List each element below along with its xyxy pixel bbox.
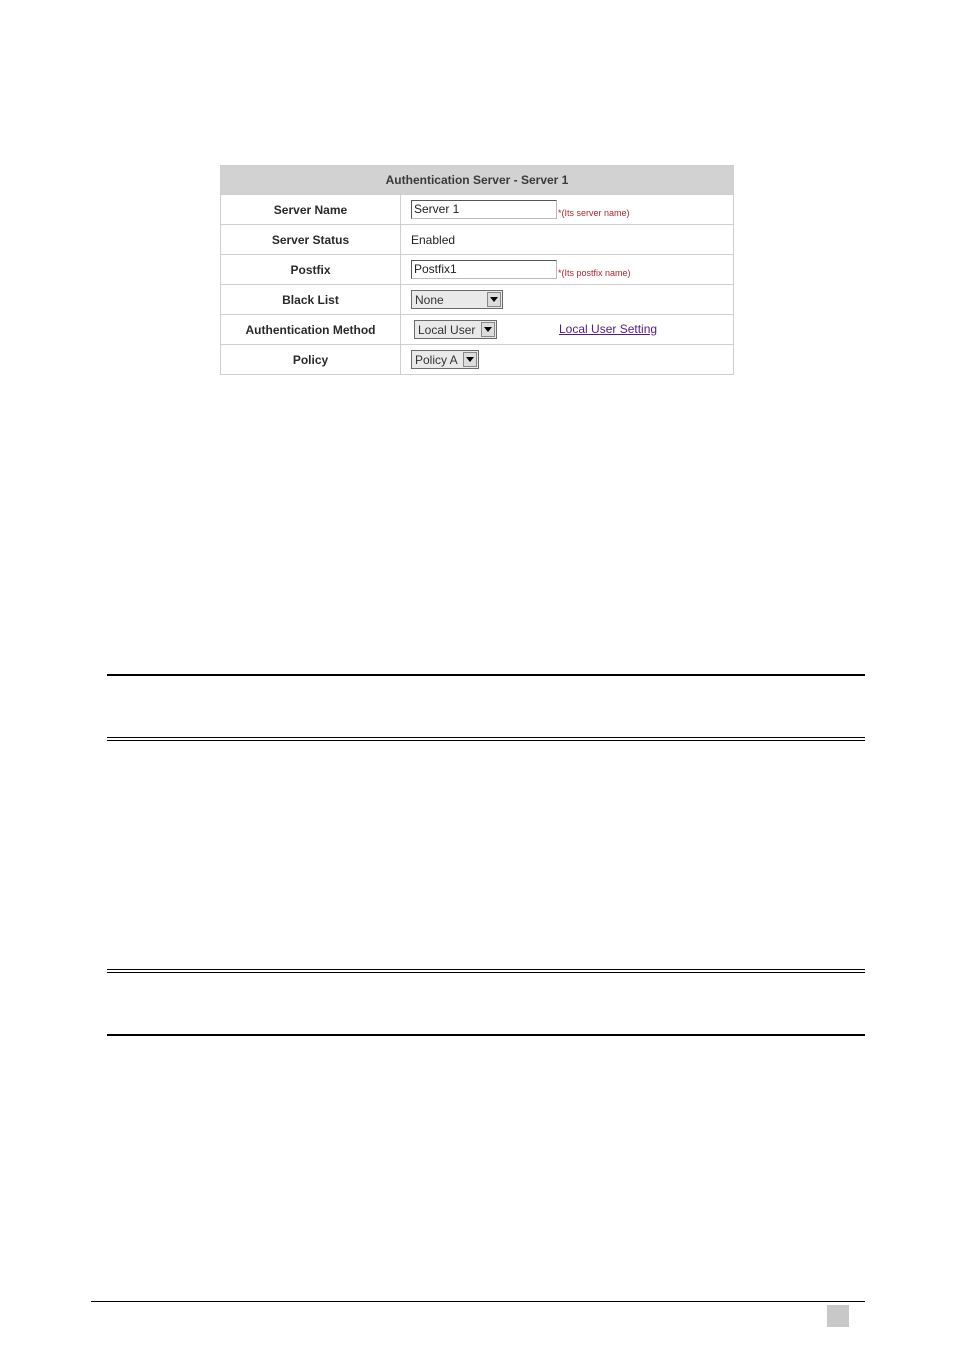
policy-select[interactable] (411, 350, 479, 369)
server-name-hint: *(Its server name) (558, 207, 630, 218)
table-row (221, 195, 734, 225)
policy-selected: Policy A (415, 352, 458, 367)
black-list-select[interactable] (411, 290, 503, 309)
divider (107, 737, 865, 738)
authentication-server-table (220, 165, 734, 375)
authentication-method-select[interactable] (414, 320, 497, 339)
table-row (221, 345, 734, 375)
divider (107, 1034, 865, 1036)
footer-divider (91, 1301, 865, 1302)
table-row (221, 315, 734, 345)
table-row (221, 285, 734, 315)
divider (107, 674, 865, 676)
chevron-down-icon[interactable] (481, 322, 495, 337)
divider (107, 969, 865, 970)
postfix-input[interactable]: Postfix1 (411, 260, 557, 279)
page-number-box (827, 1305, 849, 1327)
postfix-hint: *(Its postfix name) (558, 267, 631, 278)
black-list-selected: None (415, 292, 444, 307)
postfix-label: Postfix (221, 255, 401, 285)
black-list-label: Black List (221, 285, 401, 315)
server-status-label: Server Status (221, 225, 401, 255)
local-user-setting-link[interactable]: Local User Setting (559, 322, 658, 336)
authentication-method-label: Authentication Method (221, 315, 401, 345)
table-row (221, 255, 734, 285)
server-name-label: Server Name (221, 195, 401, 225)
table-row (221, 225, 734, 255)
authentication-method-selected: Local User (418, 322, 476, 337)
chevron-down-icon[interactable] (463, 352, 477, 367)
chevron-down-icon[interactable] (487, 292, 501, 307)
policy-label: Policy (221, 345, 401, 375)
server-name-input[interactable]: Server 1 (411, 200, 557, 219)
server-status-value: Enabled (411, 232, 456, 247)
table-title: Authentication Server - Server 1 (221, 166, 734, 195)
divider (107, 740, 865, 741)
divider (107, 972, 865, 973)
